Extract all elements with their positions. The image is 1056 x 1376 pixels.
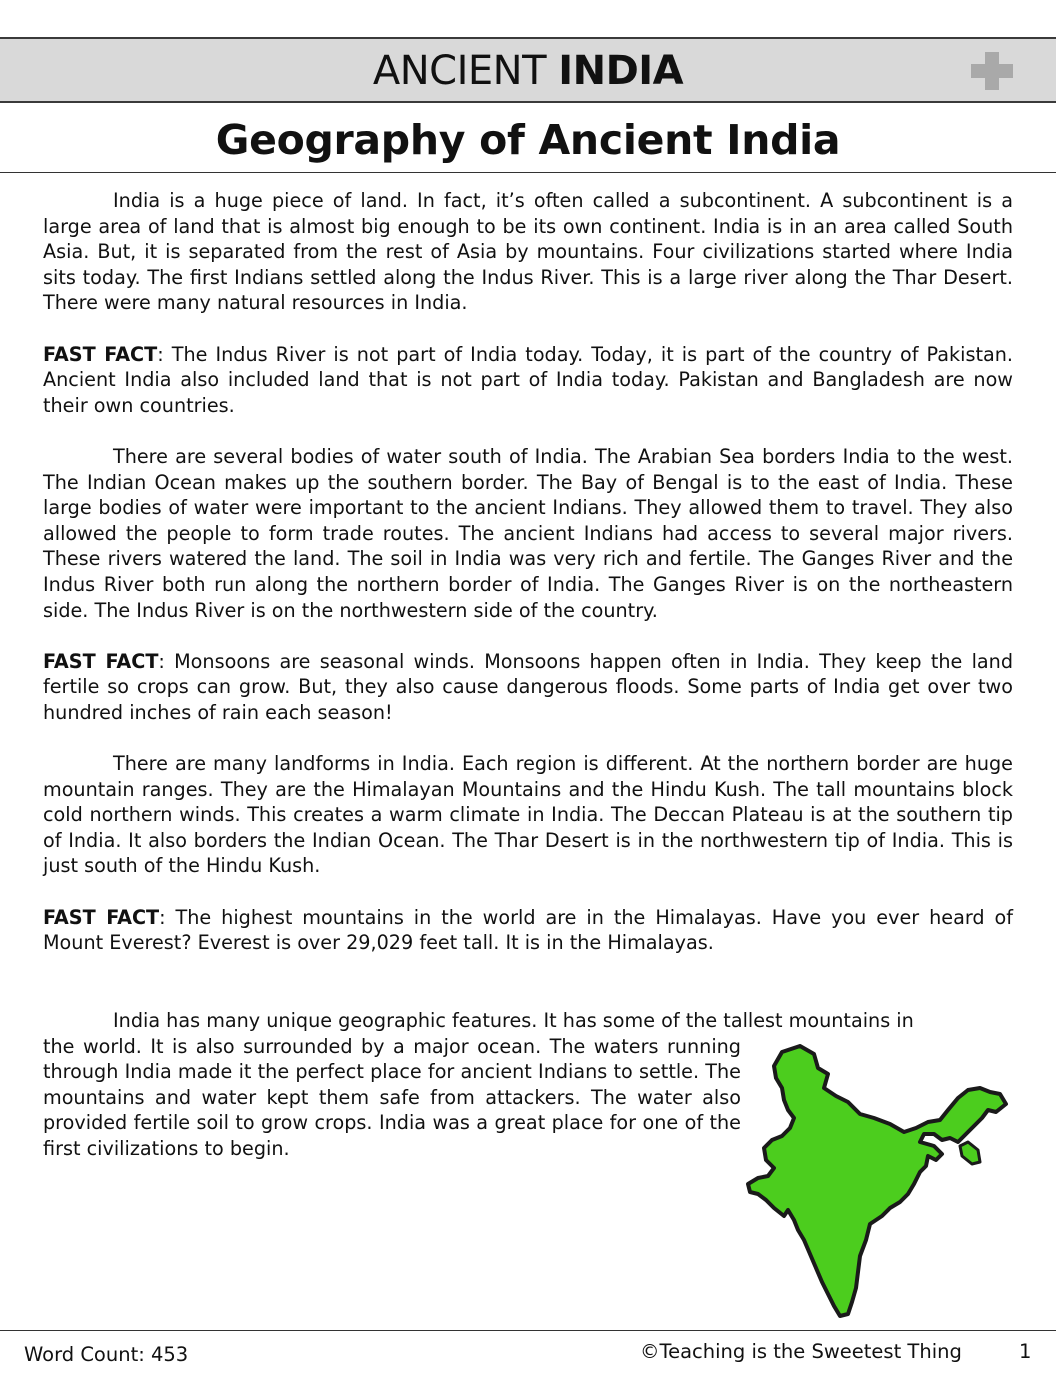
article-body bbox=[43, 188, 1013, 981]
paragraph-4-first-line: India has many unique geographic features. It has some of the tallest mountains in bbox=[113, 1009, 914, 1032]
paragraph-4-text: the world. It is also surrounded by a major ocean. The waters running through India made it the perfect place for ancient Indians to settle. The mountains and water kept them safe from attackers. The water also provided fertile soil to grow crops. India was a great place for one of the first civilizations to begin. bbox=[43, 1034, 741, 1160]
paragraph-1: India is a huge piece of land. In fact, it’s often called a subcontinent. A subcontinent is a large area of land that is almost big enough to be its own continent. India is in an area called South Asia. But, it is separated from the rest of Asia by mountains. Four civilizations started where India sits today. The first Indians settled along the Indus River. This is a large river along the Thar Desert. There were many natural resources in India. bbox=[43, 189, 1013, 315]
footer-divider bbox=[0, 1330, 1056, 1331]
fast-fact-text: : The highest mountains in the world are in the Himalayas. Have you ever heard of Mount Everest? Everest is over 29,029 feet tall. It is in the Himalayas. bbox=[43, 905, 1014, 955]
fast-fact-text: : Monsoons are seasonal winds. Monsoons happen often in India. They keep the land fertile so crops can grow. But, they also cause dangerous floods. Some parts of India get over two hundred inches of rain each season! bbox=[43, 649, 1013, 724]
fast-fact-label: FAST FACT bbox=[43, 342, 158, 366]
india-map-icon bbox=[744, 1044, 1010, 1319]
fast-fact-2 bbox=[43, 649, 1013, 726]
word-count: Word Count: 453 bbox=[24, 1343, 189, 1366]
fast-fact-3 bbox=[43, 905, 1013, 956]
page-number: 1 bbox=[1019, 1340, 1032, 1363]
fast-fact-text: : The Indus River is not part of India today. Today, it is part of the country of Pakistan. Ancient India also included land that is not part of India today. Pakistan and Bangladesh are now their own countries. bbox=[43, 342, 1014, 417]
page-title: Geography of Ancient India bbox=[215, 116, 841, 164]
title-divider bbox=[0, 172, 1056, 173]
series-title-light: ANCIENT bbox=[372, 48, 546, 94]
plus-icon bbox=[971, 52, 1013, 90]
series-title-bold: INDIA bbox=[558, 48, 684, 94]
series-title bbox=[0, 46, 1056, 96]
fast-fact-1 bbox=[43, 342, 1013, 419]
fast-fact-label: FAST FACT bbox=[43, 649, 159, 673]
copyright-notice: ©Teaching is the Sweetest Thing bbox=[640, 1340, 962, 1363]
paragraph-3: There are many landforms in India. Each region is different. At the northern border are huge mountain ranges. They are the Himalayan Mountains and the Hindu Kush. The tall mountains block cold northern winds. This creates a warm climate in India. The Deccan Plateau is at the southern tip of India. It also borders the Indian Ocean. The Thar Desert is in the northwestern tip of India. This is just south of the Hindu Kush. bbox=[43, 752, 1013, 878]
fast-fact-label: FAST FACT bbox=[43, 905, 160, 929]
paragraph-2: There are several bodies of water south of India. The Arabian Sea borders India to the west. The Indian Ocean makes up the southern border. The Bay of Bengal is to the east of India. These large bodies of water were important to the ancient Indians. They allowed them to travel. They also allowed the people to form trade routes. The ancient Indians had access to several major rivers. These rivers watered the land. The soil in India was very rich and fertile. The Ganges River and the Indus River both run along the northern border of India. The Ganges River is on the northeastern side. The Indus River is on the northwestern side of the country. bbox=[43, 444, 1013, 622]
